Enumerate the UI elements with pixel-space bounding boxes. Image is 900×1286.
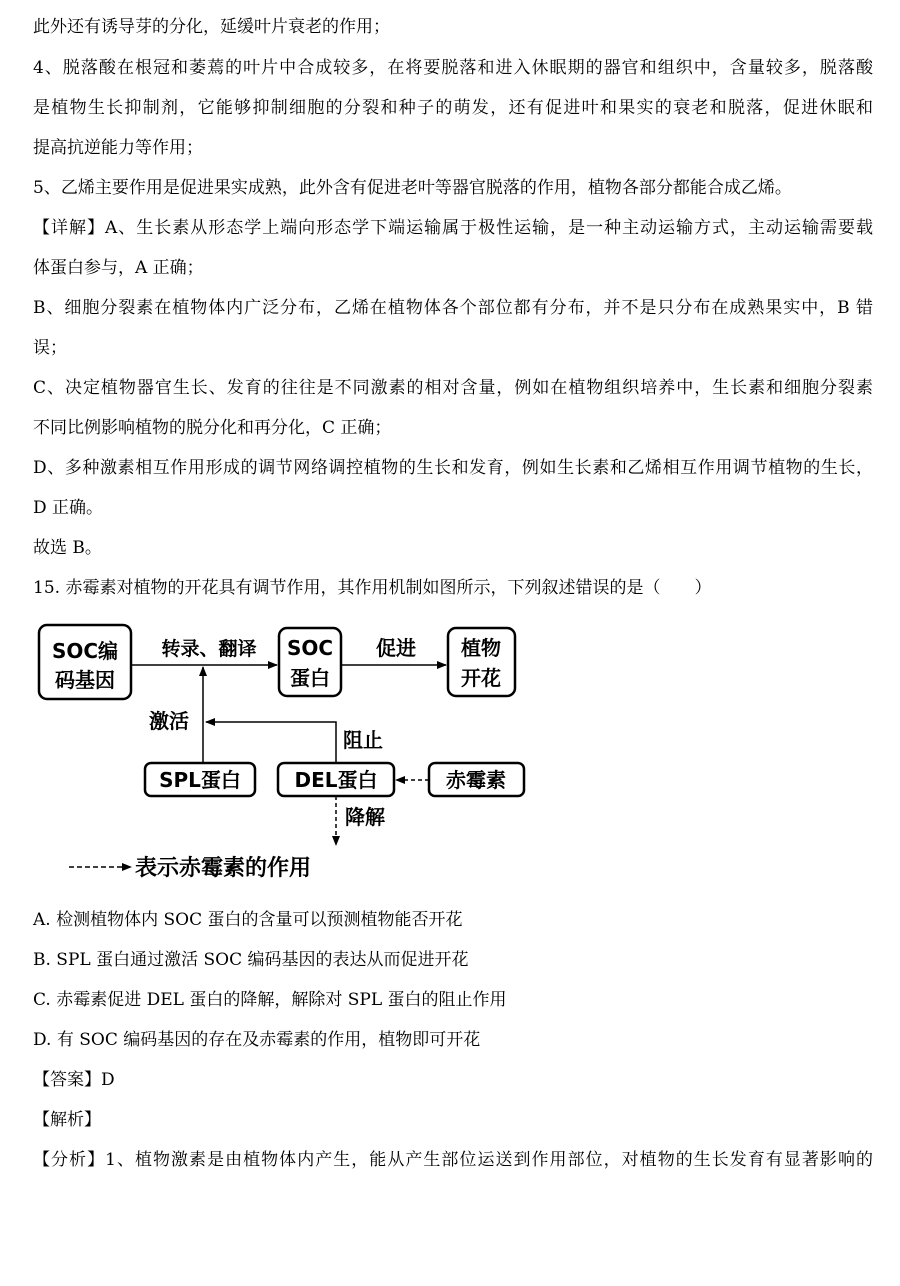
- degrade-label: 降解: [345, 805, 385, 829]
- activate-label: 激活: [149, 709, 189, 733]
- soc-gene-label-2: 码基因: [55, 668, 115, 692]
- option-d: D. 有 SOC 编码基因的存在及赤霉素的作用，植物即可开花: [33, 1030, 481, 1050]
- analysis-heading: 【解析】: [33, 1110, 101, 1130]
- detail-line-6: 不同比例影响植物的脱分化和再分化，C 正确；: [33, 418, 392, 438]
- soc-protein-label-1: SOC: [286, 636, 334, 660]
- option-c: C. 赤霉素促进 DEL 蛋白的降解，解除对 SPL 蛋白的阻止作用: [33, 990, 507, 1010]
- soc-protein-label-2: 蛋白: [290, 666, 330, 690]
- text-line-1: 此外还有诱导芽的分化，延缓叶片衰老的作用；: [33, 17, 390, 37]
- block-label: 阻止: [343, 728, 383, 752]
- detail-line-4: 误；: [33, 338, 67, 358]
- detail-line-2: 体蛋白参与，A 正确；: [33, 258, 204, 278]
- spl-label: SPL蛋白: [159, 768, 241, 792]
- text-line-5: 5、乙烯主要作用是促进果实成熟，此外含有促进老叶等器官脱落的作用，植物各部分都能合成乙烯。: [33, 178, 792, 198]
- promote-label: 促进: [376, 636, 416, 660]
- option-a: A. 检测植物体内 SOC 蛋白的含量可以预测植物能否开花: [33, 910, 463, 930]
- question-15: 15. 赤霉素对植物的开花具有调节作用，其作用机制如图所示，下列叙述错误的是（ ）: [33, 578, 712, 598]
- conclusion-line: 故选 B。: [33, 538, 102, 558]
- ga-label: 赤霉素: [446, 768, 506, 792]
- flower-label-1: 植物: [461, 636, 501, 660]
- legend-label: 表示赤霉素的作用: [135, 856, 312, 881]
- detail-line-1: 【详解】A、生长素从形态学上端向形态学下端运输属于极性运输，是一种主动运输方式，主动运输需要载: [33, 218, 873, 238]
- text-line-2: 4、脱落酸在根冠和萎蔫的叶片中合成较多，在将要脱落和进入休眠期的器官和组织中，含量较多，脱落酸: [33, 58, 873, 78]
- text-line-4: 提高抗逆能力等作用；: [33, 138, 203, 158]
- block-arrow: [206, 722, 336, 763]
- detail-line-5: C、决定植物器官生长、发育的往往是不同激素的相对含量，例如在植物组织培养中，生长素和细胞分裂素: [33, 378, 873, 398]
- del-label: DEL蛋白: [294, 768, 378, 792]
- detail-line-7: D、多种激素相互作用形成的调节网络调控植物的生长和发育，例如生长素和乙烯相互作用调节植物的生长，: [33, 458, 873, 478]
- detail-line-8: D 正确。: [33, 498, 104, 518]
- analysis-line: 【分析】1、植物激素是由植物体内产生，能从产生部位运送到作用部位，对植物的生长发育有显著影响的: [33, 1150, 873, 1170]
- transcribe-label: 转录、翻译: [161, 638, 257, 660]
- text-line-3: 是植物生长抑制剂，它能够抑制细胞的分裂和种子的萌发，还有促进叶和果实的衰老和脱落，促进休眠和: [33, 98, 873, 118]
- detail-line-3: B、细胞分裂素在植物体内广泛分布，乙烯在植物体各个部位都有分布，并不是只分布在成熟果实中，B 错: [33, 298, 873, 318]
- soc-gene-label-1: SOC编: [51, 639, 119, 663]
- answer-line: 【答案】D: [33, 1070, 115, 1090]
- gibberellin-mechanism-diagram: [33, 615, 533, 890]
- option-b: B. SPL 蛋白通过激活 SOC 编码基因的表达从而促进开花: [33, 950, 469, 970]
- flower-label-2: 开花: [461, 666, 501, 690]
